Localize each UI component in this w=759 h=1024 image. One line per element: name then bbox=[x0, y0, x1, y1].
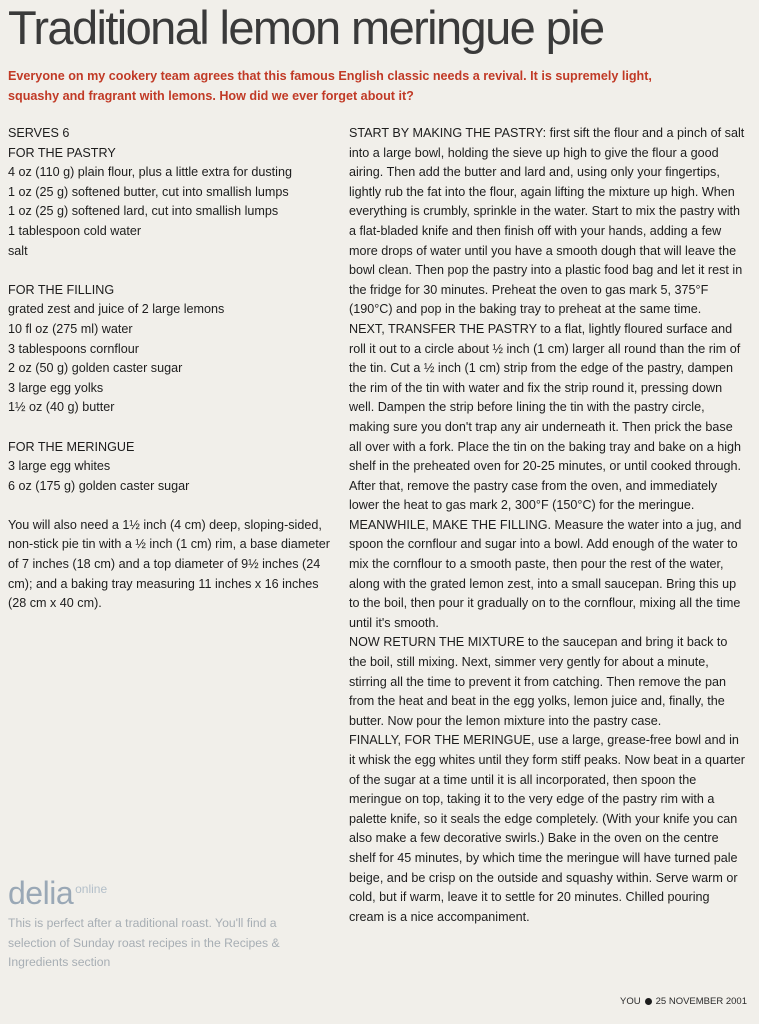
ingredient-item: 1 oz (25 g) softened lard, cut into smallish lumps bbox=[8, 204, 279, 219]
ingredient-item: 3 large egg yolks bbox=[8, 380, 104, 395]
ingredient-item: 3 large egg whites bbox=[8, 459, 111, 474]
method-step-text: use a large, grease-free bowl and in it whisk the egg whites until they form stiff peaks. Now beat in a quarter of the sugar at a time until it is all incorporated, then spoon the meringue on top, taking it to the very edge of the pastry rim with a palette knife, so it seals the edge completely. (With your knife you can also make a few decorative swirls.) Bake in the oven on the centre shelf for 45 minutes, by which time the meringue will have turned pale beige, and be crisp on the outside and squashy within. Serve warm or cold, but if warm, leave it to settle for 20 minutes. Chilled pouring cream is a nice accompaniment. bbox=[349, 733, 745, 924]
promo-text: This is perfect after a traditional roast. You'll find a selection of Sunday roast recipes in the Recipes & Ingredients section bbox=[8, 916, 280, 970]
method-column bbox=[349, 124, 745, 927]
method-step bbox=[349, 633, 745, 731]
serves-heading: SERVES 6 bbox=[8, 126, 70, 140]
method-step bbox=[349, 731, 745, 927]
page-title: Traditional lemon meringue pie bbox=[8, 1, 604, 54]
publication-name: YOU bbox=[620, 996, 641, 1007]
ingredient-item: salt bbox=[8, 243, 28, 258]
delia-online-promo bbox=[8, 874, 328, 973]
method-step-text: to a flat, lightly floured surface and roll it out to a circle about ½ inch (1 cm) larger all round than the rim of the tin. Cut a ½ inch (1 cm) strip from the edge of the pastry, dampen the rim of the tin with water and fix the strip round it, pressing down well. Dampen the strip before lining the tin with the pastry circle, making sure you don't trap any air underneath it. Then prick the base all over with a fork. Place the tin on the baking tray and bake on a high shelf in the preheated oven for 20-25 minutes, or until cooked through. After that, remove the pastry case from the oven, and immediately lower the heat to gas mark 2, 300°F (150°C) for the meringue. bbox=[349, 321, 742, 513]
ingredient-item: 6 oz (175 g) golden caster sugar bbox=[8, 478, 190, 493]
equipment-note: You will also need a 1½ inch (4 cm) deep, sloping-sided, non-stick pie tin with a ½ inch (1 cm) rim, a base diameter of 7 inches (18 cm) and a top diameter of 9½ inches (24 cm); and a baking tray measuring 11 inches x 16 inches (28 cm x 40 cm). bbox=[8, 517, 330, 611]
bullet-dot-icon bbox=[645, 998, 652, 1005]
method-step-lead: NOW RETURN THE MIXTURE bbox=[349, 635, 525, 650]
method-step bbox=[349, 516, 745, 634]
method-step-lead: MEANWHILE, MAKE THE FILLING. bbox=[349, 517, 552, 532]
ingredient-item: 1½ oz (40 g) butter bbox=[8, 400, 115, 415]
logo-sub-text: online bbox=[75, 882, 108, 896]
ingredient-item: 4 oz (110 g) plain flour, plus a little extra for dusting bbox=[8, 165, 292, 180]
publication-date: 25 NOVEMBER 2001 bbox=[655, 996, 747, 1007]
page-footer bbox=[620, 996, 747, 1007]
ingredients-column bbox=[8, 124, 338, 614]
method-step bbox=[349, 320, 745, 516]
method-step-lead: START BY MAKING THE PASTRY: bbox=[349, 126, 547, 140]
method-step-text: first sift the flour and a pinch of salt into a large bowl, holding the sieve up high to give the flour a good airing. Then add the butter and lard and, using only your fingertips, lightly rub the fat into the flour, again lifting the mixture up high. When everything is crumbly, sprinkle in the water. Start to mix the pastry with a flat-bladed knife and then finish off with your hands, adding a few more drops of water until you have a smooth dough that will leave the bowl clean. Then pop the pastry into a plastic food bag and let it rest in the fridge for 30 minutes. Preheat the oven to gas mark 5, 375°F (190°C) and pop in the baking tray to preheat at the same time. bbox=[349, 126, 745, 317]
filling-heading: FOR THE FILLING bbox=[8, 282, 115, 297]
method-step-lead: NEXT, TRANSFER THE PASTRY bbox=[349, 321, 537, 336]
meringue-heading: FOR THE MERINGUE bbox=[8, 439, 135, 454]
ingredient-item: grated zest and juice of 2 large lemons bbox=[8, 302, 225, 317]
delia-online-logo bbox=[8, 874, 328, 910]
ingredient-item: 3 tablespoons cornflour bbox=[8, 341, 139, 356]
method-step-text: to the saucepan and bring it back to the boil, still mixing. Next, simmer very gently for about a minute, stirring all the time to prevent it from catching. Then remove the pan from the heat and beat in the egg yolks, lemon juice and, finally, the butter. Now pour the lemon mixture into the pastry case. bbox=[349, 635, 728, 728]
method-step-text: Measure the water into a jug, and spoon the cornflour and sugar into a bowl. Add enough of the water to mix the cornflour to a smooth paste, then pour the rest of the water, along with the grated lemon zest, into a small saucepan. Bring this up to the boil, then pour it gradually on to the cornflour, mixing all the time until it's smooth. bbox=[349, 517, 742, 630]
method-step-lead: FINALLY, FOR THE MERINGUE, bbox=[349, 733, 535, 748]
ingredient-item: 1 oz (25 g) softened butter, cut into smallish lumps bbox=[8, 184, 289, 199]
ingredient-item: 2 oz (50 g) golden caster sugar bbox=[8, 361, 183, 376]
ingredient-item: 10 fl oz (275 ml) water bbox=[8, 321, 133, 336]
pastry-heading: FOR THE PASTRY bbox=[8, 145, 116, 160]
ingredient-item: 1 tablespoon cold water bbox=[8, 223, 142, 238]
logo-main-text: delia bbox=[8, 875, 74, 911]
intro-text: Everyone on my cookery team agrees that this famous English classic needs a revival. It is supremely light, squashy and fragrant with lemons. How did we ever forget about it? bbox=[8, 69, 652, 103]
method-step bbox=[349, 124, 745, 320]
